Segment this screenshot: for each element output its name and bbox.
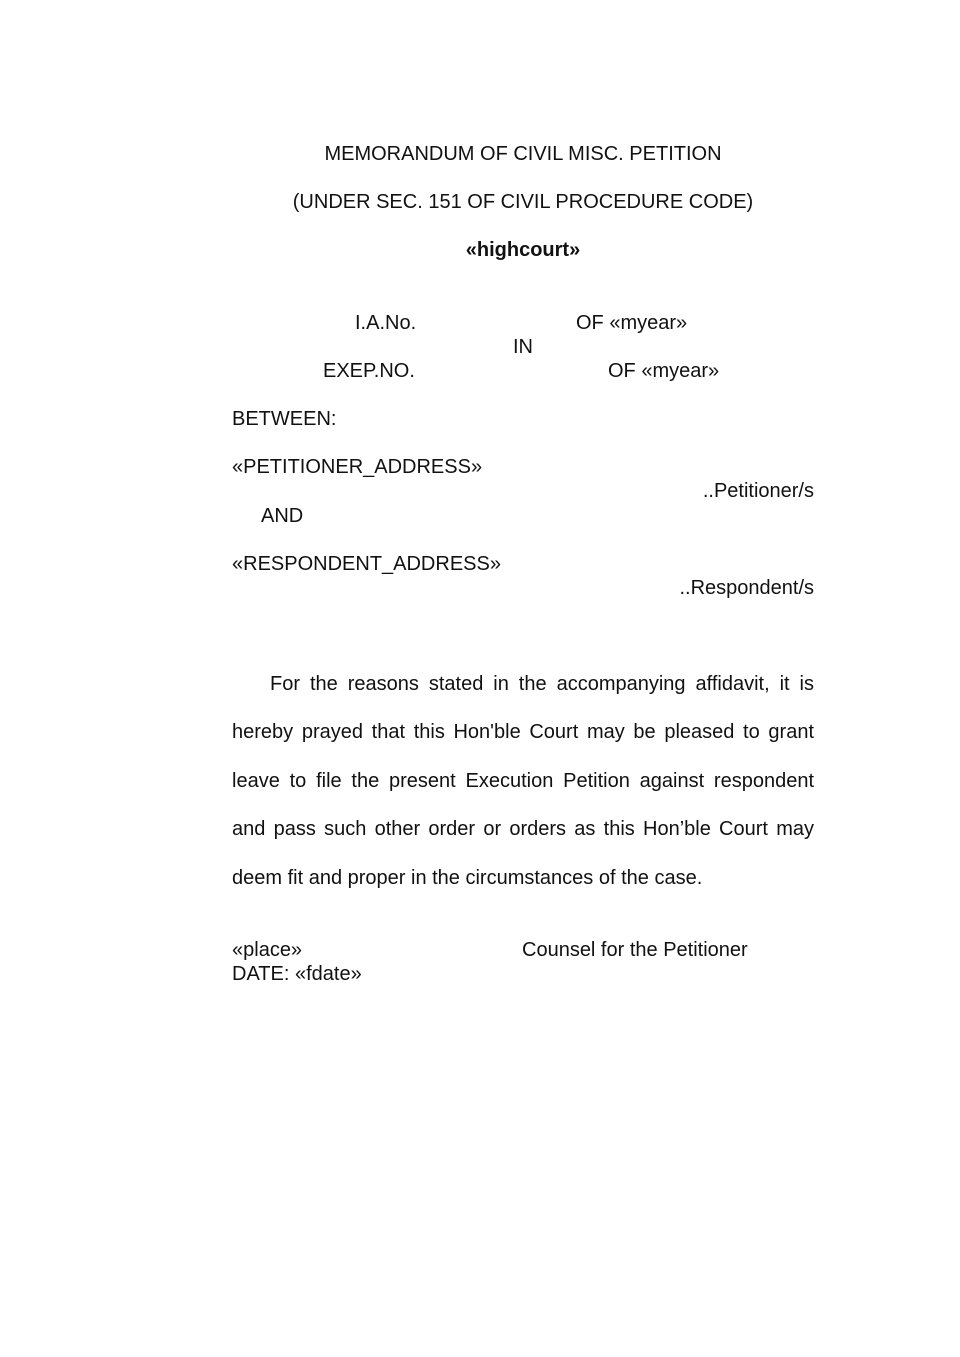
exep-year: OF «myear» <box>608 360 720 382</box>
date-field: DATE: «fdate» <box>232 963 362 985</box>
counsel-signature-label: Counsel for the Petitioner <box>522 939 748 961</box>
ia-number-label: I.A.No. <box>355 312 417 334</box>
and-label: AND <box>261 505 304 527</box>
exep-number-label: EXEP.NO. <box>323 360 415 382</box>
ia-year: OF «myear» <box>576 312 688 334</box>
court-name: «highcourt» <box>465 239 581 261</box>
place-field: «place» <box>232 939 303 961</box>
respondent-role: ..Respondent/s <box>679 577 814 599</box>
petitioner-address: «PETITIONER_ADDRESS» <box>232 456 483 478</box>
petitioner-role: ..Petitioner/s <box>702 480 814 502</box>
respondent-address: «RESPONDENT_ADDRESS» <box>232 553 501 575</box>
in-label: IN <box>513 336 533 358</box>
prayer-paragraph <box>232 660 814 902</box>
document-title: MEMORANDUM OF CIVIL MISC. PETITION <box>324 143 722 165</box>
document-subtitle: (UNDER SEC. 151 OF CIVIL PROCEDURE CODE) <box>292 191 754 213</box>
between-label: BETWEEN: <box>232 408 337 430</box>
prayer-text: For the reasons stated in the accompanying affidavit, it is hereby prayed that this Hon'ble Court may be pleased to grant leave to file the present Execution Petition against respondent and pass such other order or orders as this Hon’ble Court may deem fit and proper in the circumstances of the case. <box>232 673 814 889</box>
